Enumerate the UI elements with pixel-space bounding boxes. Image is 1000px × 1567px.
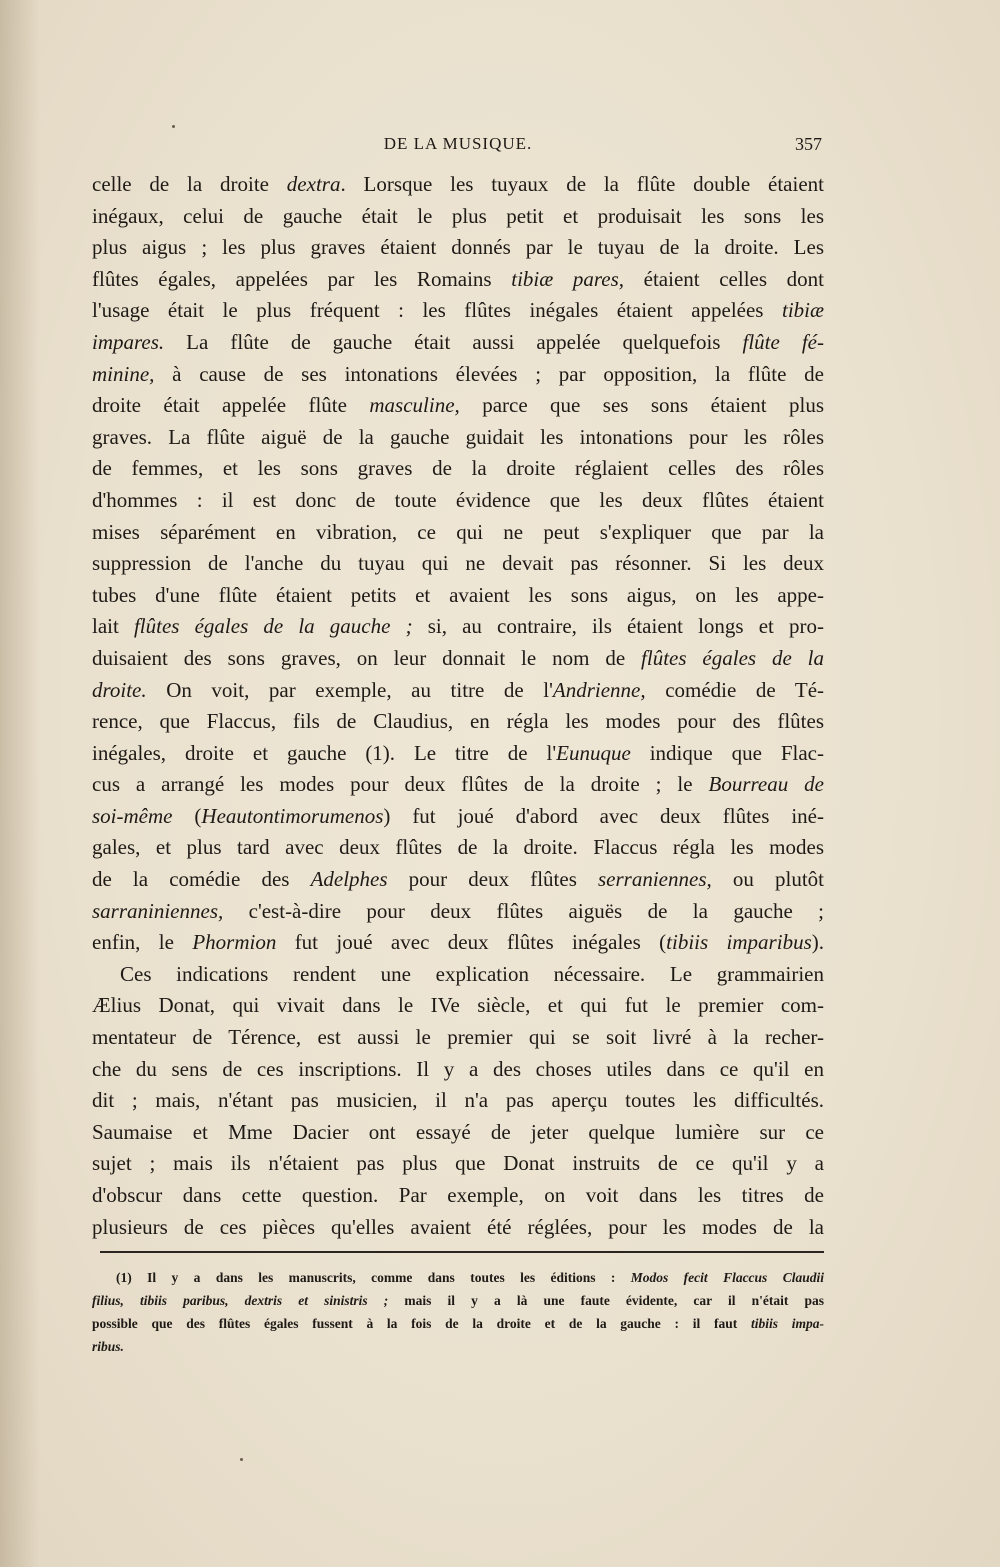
binding-shadow: [0, 0, 40, 1567]
body-line: rence, que Flaccus, fils de Claudius, en régla les modes pour des flûtes: [92, 709, 824, 734]
body-line: Saumaise et Mme Dacier ont essayé de jeter quelque lumière sur ce: [92, 1119, 824, 1144]
body-line: Ælius Donat, qui vivait dans le IVe siècle, et qui fut le premier com-: [92, 993, 824, 1018]
body-line: enfin, le Phormion fut joué avec deux flûtes inégales (tibiis imparibus).: [92, 930, 824, 955]
body-line: tubes d'une flûte étaient petits et avaient les sons aigus, on les appe-: [92, 582, 824, 607]
body-line: impares. La flûte de gauche était aussi appelée quelquefois flûte fé-: [92, 329, 824, 354]
body-line: graves. La flûte aiguë de la gauche guidait les intonations pour les rôles: [92, 424, 824, 449]
paper-speck: [172, 125, 175, 128]
body-line: inégales, droite et gauche (1). Le titre de l'Eunuque indique que Flac-: [92, 740, 824, 765]
body-line: plusieurs de ces pièces qu'elles avaient été réglées, pour les modes de la: [92, 1214, 824, 1239]
body-line: cus a arrangé les modes pour deux flûtes de la droite ; le Bourreau de: [92, 772, 824, 797]
running-head: DE LA MUSIQUE.: [383, 134, 533, 153]
footnote-line: possible que des flûtes égales fussent à la fois de la droite et de la gauche : il faut tibiis impa-: [92, 1316, 824, 1331]
page-number: 357: [795, 134, 822, 154]
footnote: [92, 1266, 824, 1358]
body-line: dit ; mais, n'étant pas musicien, il n'a pas aperçu toutes les difficultés.: [92, 1088, 824, 1113]
body-line: droite. On voit, par exemple, au titre de l'Andrienne, comédie de Té-: [92, 677, 825, 702]
body-line: droite était appelée flûte masculine, parce que ses sons étaient plus: [92, 393, 824, 418]
body-line: flûtes égales, appelées par les Romains tibiæ pares, étaient celles dont: [92, 266, 824, 291]
body-line: duisaient des sons graves, on leur donnait le nom de flûtes égales de la: [92, 645, 824, 670]
body-line: soi-même (Heautontimorumenos) fut joué d'abord avec deux flûtes iné-: [92, 803, 824, 828]
body-line: de femmes, et les sons graves de la droite réglaient celles des rôles: [92, 456, 824, 481]
body-line: mises séparément en vibration, ce qui ne peut s'expliquer que par la: [92, 519, 824, 544]
body-line: d'hommes : il est donc de toute évidence que les deux flûtes étaient: [92, 487, 824, 512]
body-line: minine, à cause de ses intonations élevées ; par opposition, la flûte de: [92, 361, 824, 386]
page-header: [92, 130, 824, 160]
body-line: inégaux, celui de gauche était le plus petit et produisait les sons les: [92, 203, 824, 228]
body-line: sarraniniennes, c'est-à-dire pour deux flûtes aiguës de la gauche ;: [92, 898, 824, 923]
body-line: de la comédie des Adelphes pour deux flûtes serraniennes, ou plutôt: [92, 867, 824, 892]
footnote-rule: [100, 1251, 824, 1253]
body-line: Ces indications rendent une explication nécessaire. Le grammairien: [120, 961, 824, 986]
body-line: celle de la droite dextra. Lorsque les tuyaux de la flûte double étaient: [92, 172, 824, 196]
body-line: suppression de l'anche du tuyau qui ne devait pas résonner. Si les deux: [92, 551, 824, 576]
body-line: che du sens de ces inscriptions. Il y a des choses utiles dans ce qu'il en: [92, 1056, 824, 1081]
body-line: lait flûtes égales de la gauche ; si, au contraire, ils étaient longs et pro-: [92, 614, 825, 639]
footnote-line: ribus.: [92, 1339, 124, 1354]
body-line: mentateur de Térence, est aussi le premier qui se soit livré à la recher-: [92, 1025, 824, 1050]
body-line: sujet ; mais ils n'étaient pas plus que Donat instruits de ce qu'il y a: [92, 1151, 824, 1176]
body-line: plus aigus ; les plus graves étaient donnés par le tuyau de la droite. Les: [92, 235, 824, 260]
body-line: d'obscur dans cette question. Par exemple, on voit dans les titres de: [92, 1183, 824, 1207]
paper-speck: [240, 1458, 243, 1461]
body-line: gales, et plus tard avec deux flûtes de la droite. Flaccus régla les modes: [92, 835, 824, 860]
body-text: [92, 169, 824, 1243]
footnote-line: (1) Il y a dans les manuscrits, comme dans toutes les éditions : Modos fecit Flaccus Claudii: [116, 1270, 824, 1285]
footnote-line: filius, tibiis paribus, dextris et sinistris ; mais il y a là une faute évidente, car il n'était pas: [92, 1293, 824, 1308]
body-line: l'usage était le plus fréquent : les flûtes inégales étaient appelées tibiæ: [92, 298, 824, 323]
